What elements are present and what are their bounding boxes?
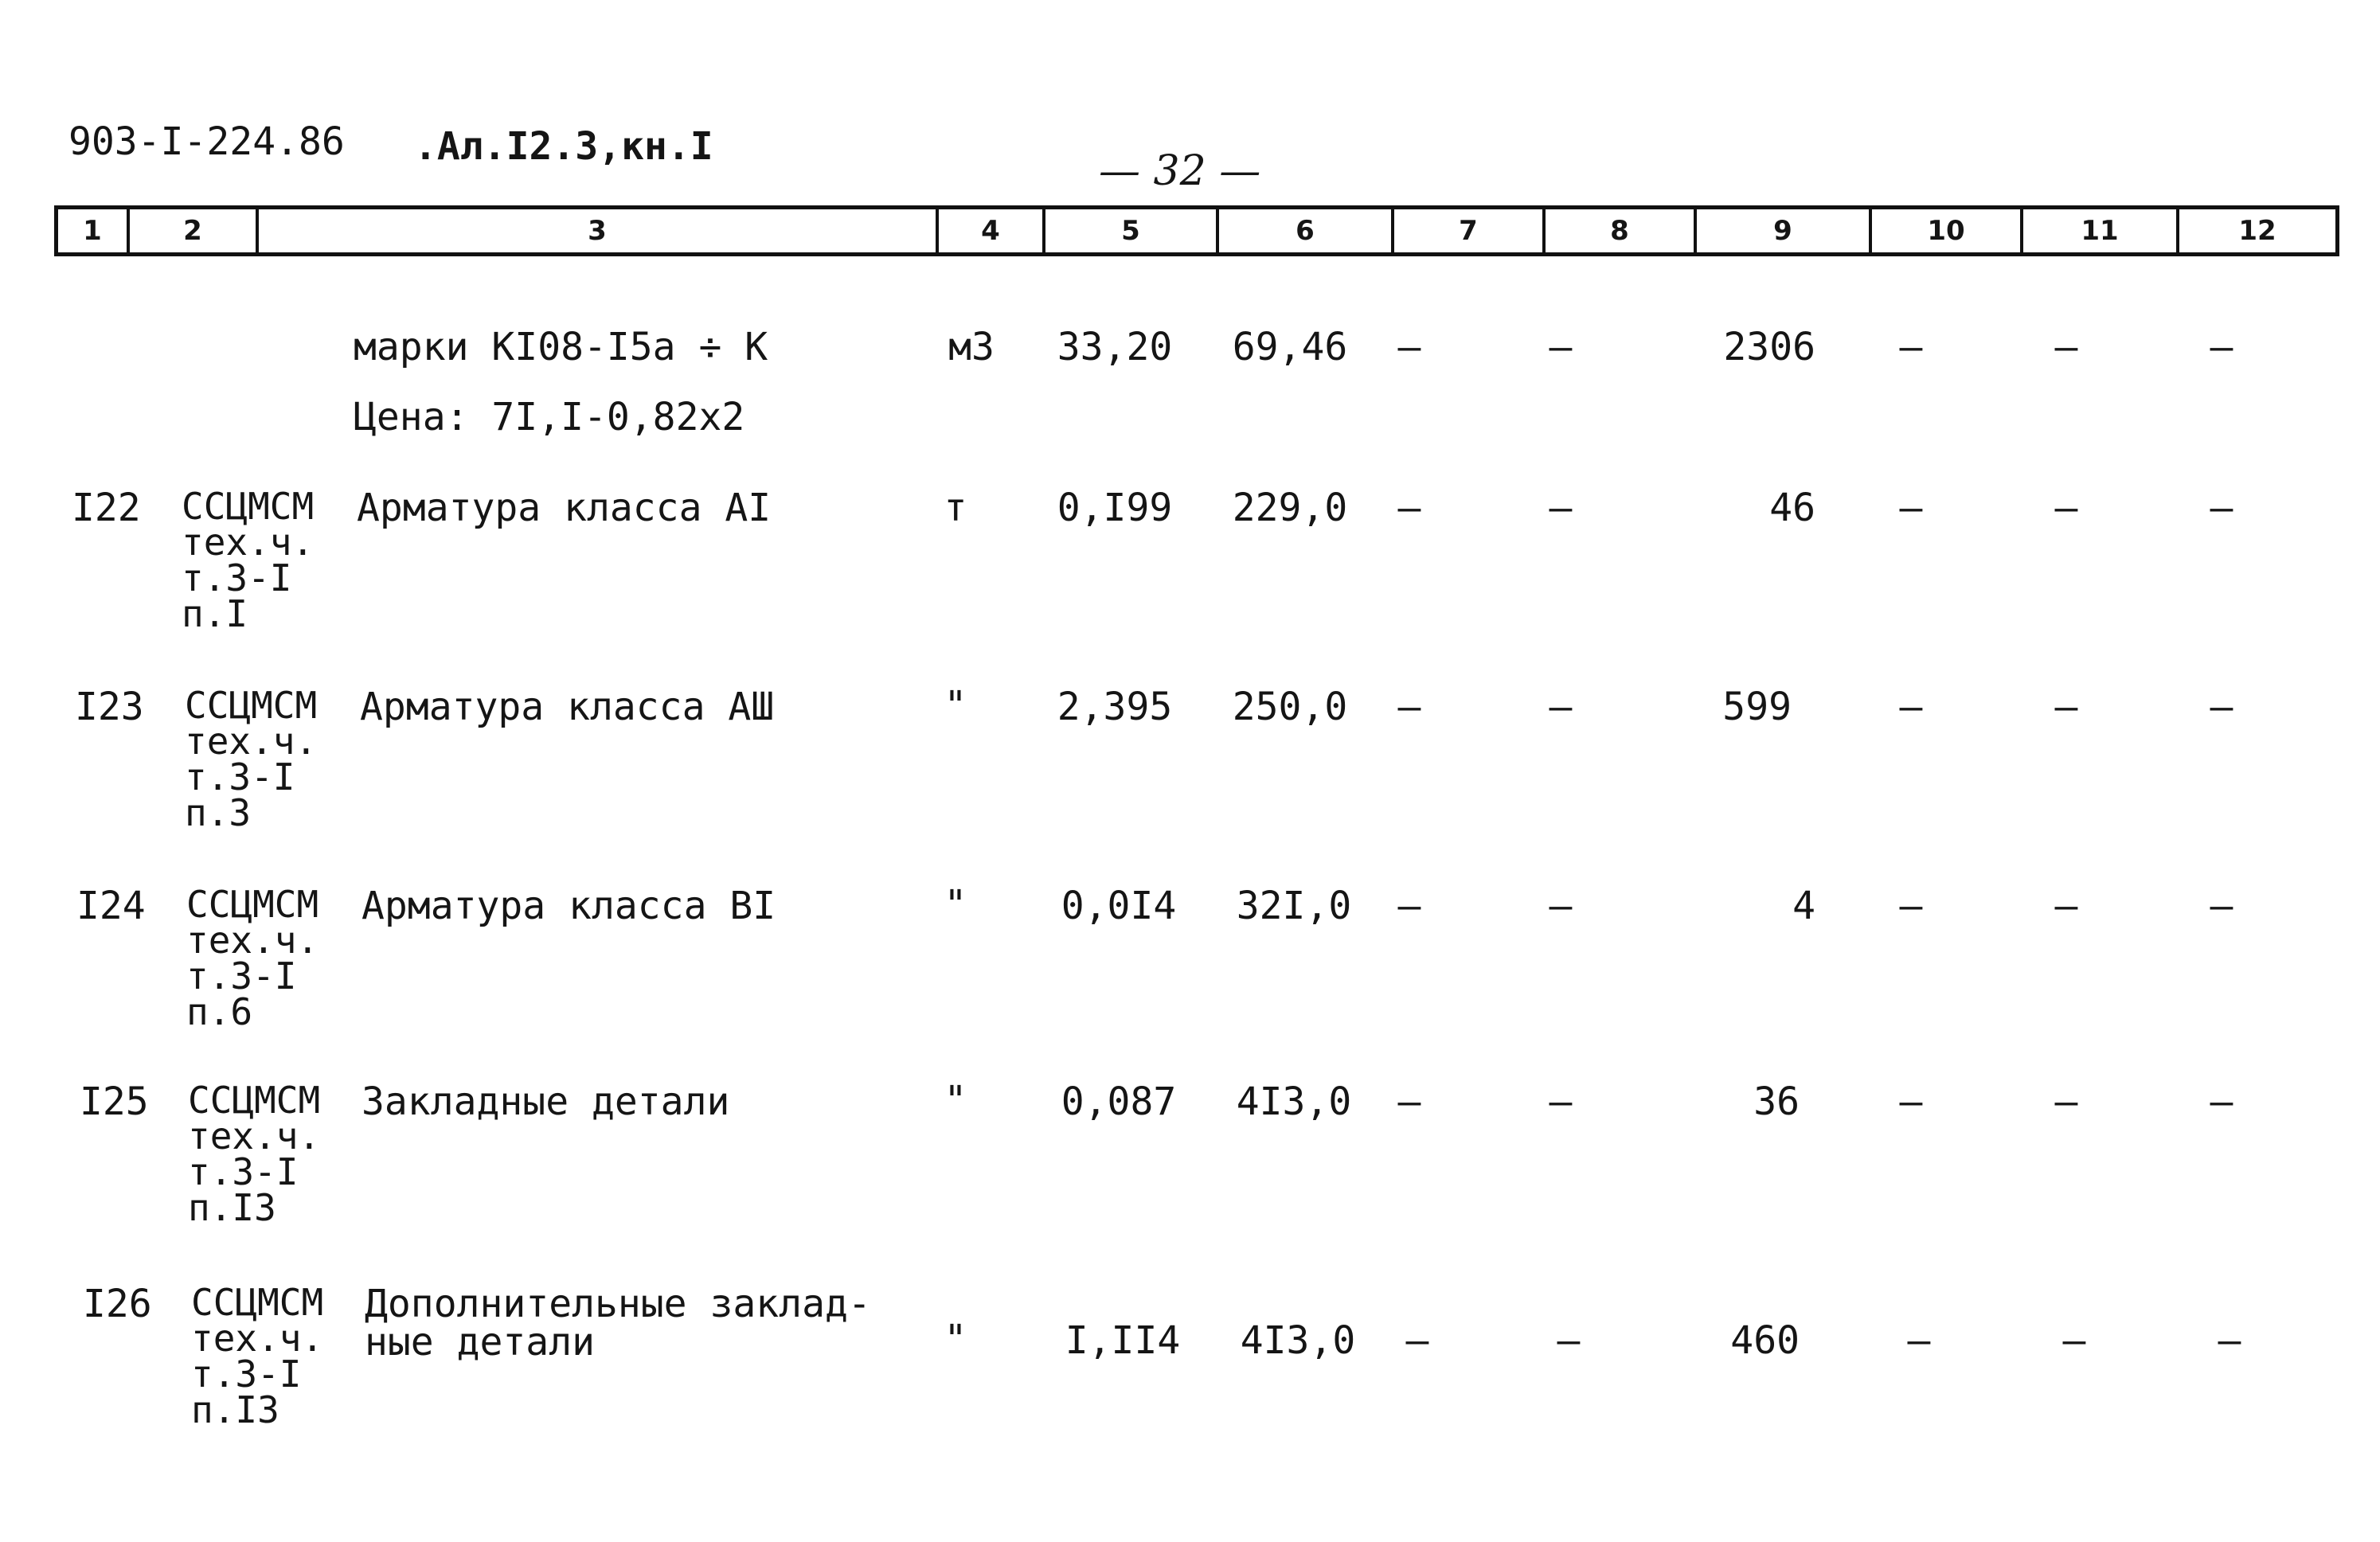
col-8: – bbox=[1549, 685, 1573, 729]
total: 460 bbox=[1730, 1318, 1800, 1363]
unit: м3 bbox=[948, 325, 995, 369]
row-number: I26 bbox=[83, 1282, 152, 1326]
quantity: 0,087 bbox=[1061, 1079, 1177, 1124]
column-header-5: 5 bbox=[1042, 209, 1216, 252]
column-number-bar bbox=[54, 205, 2339, 256]
column-header-9: 9 bbox=[1694, 209, 1869, 252]
col-8: – bbox=[1549, 486, 1573, 530]
item-name-line: Закладные детали bbox=[361, 1079, 730, 1124]
total: 46 bbox=[1769, 486, 1815, 530]
norm-code-line: п.I3 bbox=[191, 1388, 279, 1431]
unit-price: 250,0 bbox=[1232, 685, 1348, 729]
col-12: – bbox=[2218, 1318, 2241, 1363]
col-7: – bbox=[1397, 486, 1421, 530]
norm-code-line: тех.ч. bbox=[186, 919, 319, 962]
total: 4 bbox=[1792, 884, 1815, 928]
album-reference: .Ал.I2.3,кн.I bbox=[414, 124, 713, 169]
item-name-line: Дополнительные заклад- bbox=[365, 1282, 871, 1326]
col-12: – bbox=[2210, 486, 2233, 530]
quantity: 33,20 bbox=[1057, 325, 1173, 369]
col-10: – bbox=[1899, 884, 1923, 928]
total: 36 bbox=[1753, 1079, 1800, 1124]
col-8: – bbox=[1549, 884, 1573, 928]
col-8: – bbox=[1549, 1079, 1573, 1124]
row-number: I23 bbox=[75, 685, 144, 729]
norm-code-line: п.I3 bbox=[188, 1186, 276, 1229]
item-name-line: Цена: 7I,I-0,82х2 bbox=[354, 395, 745, 439]
col-7: – bbox=[1405, 1318, 1429, 1363]
column-header-3: 3 bbox=[256, 209, 936, 252]
unit: " bbox=[944, 1317, 967, 1361]
col-8: – bbox=[1549, 325, 1573, 369]
item-name-line: Арматура класса АШ bbox=[360, 685, 775, 729]
column-header-4: 4 bbox=[936, 209, 1042, 252]
col-7: – bbox=[1397, 1079, 1421, 1124]
col-11: – bbox=[2062, 1318, 2086, 1363]
col-12: – bbox=[2210, 685, 2233, 729]
col-11: – bbox=[2054, 685, 2078, 729]
col-7: – bbox=[1397, 884, 1421, 928]
quantity: I,II4 bbox=[1065, 1318, 1181, 1363]
item-name-line: Арматура класса ВI bbox=[361, 884, 776, 928]
quantity: 0,0I4 bbox=[1061, 884, 1177, 928]
norm-code-line: тех.ч. bbox=[191, 1317, 324, 1360]
norm-code-line: ССЦМСМ bbox=[191, 1281, 324, 1324]
column-header-11: 11 bbox=[2020, 209, 2176, 252]
unit: " bbox=[944, 683, 967, 728]
norm-code-line: ССЦМСМ bbox=[188, 1079, 321, 1122]
unit: " bbox=[944, 882, 967, 927]
unit: " bbox=[944, 1078, 967, 1122]
row-number: I22 bbox=[72, 486, 141, 530]
col-11: – bbox=[2054, 884, 2078, 928]
norm-code-line: т.3-I bbox=[182, 556, 292, 599]
item-name-line: Арматура класса АI bbox=[357, 486, 772, 530]
column-header-7: 7 bbox=[1391, 209, 1542, 252]
column-header-10: 10 bbox=[1869, 209, 2020, 252]
page-number: — 32 — bbox=[1099, 147, 1261, 195]
norm-code-line: ССЦМСМ bbox=[182, 485, 315, 528]
document-code: 903-I-224.86 bbox=[68, 119, 345, 164]
item-name-line: марки КI08-I5а ÷ К bbox=[354, 325, 768, 369]
norm-code-line: ССЦМСМ bbox=[186, 883, 319, 926]
row-number: I24 bbox=[76, 884, 146, 928]
total: 599 bbox=[1722, 685, 1792, 729]
norm-code-line: тех.ч. bbox=[182, 521, 315, 564]
norm-code-line: т.3-I bbox=[185, 755, 295, 798]
unit-price: 69,46 bbox=[1232, 325, 1348, 369]
column-header-8: 8 bbox=[1542, 209, 1694, 252]
item-name-line: ные детали bbox=[365, 1320, 595, 1364]
norm-code-line: тех.ч. bbox=[185, 720, 318, 763]
norm-code-line: п.6 bbox=[186, 990, 253, 1033]
col-8: – bbox=[1557, 1318, 1581, 1363]
col-10: – bbox=[1899, 486, 1923, 530]
col-10: – bbox=[1899, 1079, 1923, 1124]
quantity: 0,I99 bbox=[1057, 486, 1173, 530]
column-header-12: 12 bbox=[2176, 209, 2335, 252]
norm-code-line: т.3-I bbox=[191, 1353, 302, 1396]
unit-price: 4I3,0 bbox=[1236, 1079, 1352, 1124]
norm-code-line: т.3-I bbox=[186, 954, 297, 997]
column-header-6: 6 bbox=[1216, 209, 1391, 252]
row-number: I25 bbox=[80, 1079, 149, 1124]
quantity: 2,395 bbox=[1057, 685, 1173, 729]
norm-code-line: п.3 bbox=[185, 791, 252, 834]
col-11: – bbox=[2054, 1079, 2078, 1124]
unit-price: 4I3,0 bbox=[1240, 1318, 1356, 1363]
unit: т bbox=[944, 486, 967, 530]
col-7: – bbox=[1397, 685, 1421, 729]
unit-price: 229,0 bbox=[1232, 486, 1348, 530]
col-10: – bbox=[1899, 685, 1923, 729]
column-header-1: 1 bbox=[83, 215, 102, 247]
col-12: – bbox=[2210, 884, 2233, 928]
col-12: – bbox=[2210, 1079, 2233, 1124]
col-7: – bbox=[1397, 325, 1421, 369]
unit-price: 32I,0 bbox=[1236, 884, 1352, 928]
norm-code-line: тех.ч. bbox=[188, 1115, 321, 1157]
norm-code-line: т.3-I bbox=[188, 1150, 299, 1193]
norm-code-line: п.I bbox=[182, 592, 248, 635]
col-11: – bbox=[2054, 325, 2078, 369]
column-header-2: 2 bbox=[127, 209, 256, 252]
total: 2306 bbox=[1723, 325, 1815, 369]
col-12: – bbox=[2210, 325, 2233, 369]
norm-code-line: ССЦМСМ bbox=[185, 684, 318, 727]
col-10: – bbox=[1907, 1318, 1931, 1363]
col-10: – bbox=[1899, 325, 1923, 369]
col-11: – bbox=[2054, 486, 2078, 530]
